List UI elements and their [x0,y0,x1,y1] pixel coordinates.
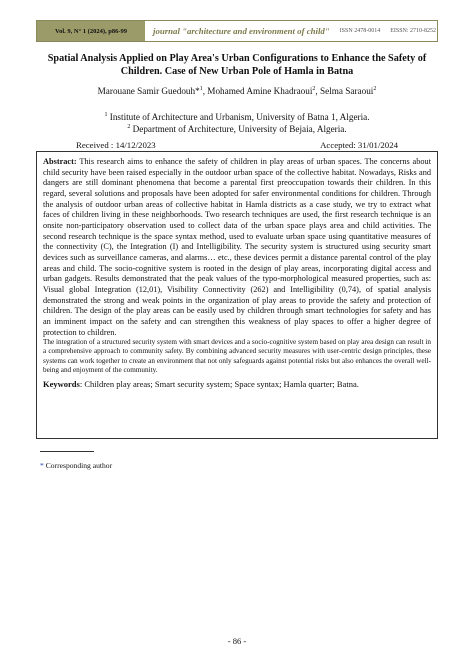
footnote [40,461,112,470]
journal-info [145,21,437,41]
affiliation-1 [36,111,438,123]
affil-sup: 1 [104,111,108,118]
affil-text: Institute of Architecture and Urbanism, University of Batna 1, Algeria. [109,112,370,122]
author-name: Selma Saraoui [320,86,374,96]
footnote-star: * [40,461,44,470]
eissn: EISSN: 2710-8252 [390,28,437,34]
footnote-text: Corresponding author [43,461,113,470]
author-list [36,86,438,96]
author-separator: , [202,86,208,96]
affil-sup: 2 [127,123,131,130]
accepted-date: Accepted: 31/01/2024 [320,140,398,150]
received-date: Received : 14/12/2023 [76,140,156,150]
affil-text: Department of Architecture, University of Bejaia, Algeria. [132,124,347,134]
abstract-tail-text: The integration of a structured security system with smart devices and a socio-cognitive system based on play area design can result in a comprehensive approach to community safety. By combining advanced security measures with user-centric design principles, these systems can work together to create an environment that not only safeguards against potential risks but also enhances the overall well-being and enjoyment of the community. [43,338,431,374]
keywords-label: Keywords [43,378,80,389]
journal-header [36,20,438,42]
affiliations [36,111,438,135]
footnote-divider [40,451,94,452]
keywords [43,379,431,389]
abstract-label: Abstract: [43,157,77,166]
abstract-body [43,157,431,338]
author-affil-sup: 2 [312,85,316,92]
journal-name: journal "architecture and environment of child" [153,26,330,36]
issn: ISSN 2478-0014 [339,28,381,34]
abstract-main-text: This research aims to enhance the safety of children in play areas of urban spaces. The concerns about child security have been raised especially in the outdoor urban space of the collective habitat. Nowadays, Risks and dangers are still dominant phenomena that become a parental first preoccupation towards their children. In this regard, several solutions and proposals have been adopted for safer environmental conditions for children. Through the analysis of outdoor urban areas of collective habitat in Hamla districts as a case study, we try to extract what faces of children living in these neighborhoods. Two research techniques are used, the first research technique is an onsite non-participatory observation used to collect data of the urban space plays area and child activities. The second research technique is the space syntax method, used to evaluate urban space using quantitative measures of the connectivity (C), the Integration (I) and Intelligibility. The security system is structured using security smart devices such as surveillance cameras, and alarms… etc., these devices permit a distance parental control of the play areas and child. The socio-cognitive system is rooted in the design of play areas, incorporating digital access and urban gadgets. Results demonstrated that the peak values of the typo-morphological measured properties, such as: Visual global Integration (12,01), Visibility Connectivity (262) and Intelligibility (0,74), of spatial analysis demonstrated the strong and weak points in the organization of play areas to provide the safety and protection of children. The design of the play areas can be easily used by children through smart technologies for safety and has an imminent impact on the safety and can strengthen this weakness of play spaces to offer a higher degree of protection to children. [43,157,431,337]
dates-row [76,140,398,150]
abstract-box [36,151,438,439]
author-affil-sup: 1 [199,85,203,92]
author-separator: , [315,86,321,96]
paper-title-line2: Children. Case of New Urban Pole of Hamla in Batna [120,66,354,77]
volume-label: Vol. 9, N° 1 (2024), p86-99 [37,21,145,41]
affiliation-2 [36,123,438,135]
paper-title [40,52,434,78]
author-name: Marouane Samir Guedouh* [97,86,200,96]
author-name: Mohamed Amine Khadraoui [207,86,313,96]
keywords-text: : Children play areas; Smart security system; Space syntax; Hamla quarter; Batna. [79,378,359,389]
paper-title-line1: Spatial Analysis Applied on Play Area's Urban Configurations to Enhance the Safety of [47,53,427,64]
author-affil-sup: 2 [373,85,377,92]
page-number: - 86 - [227,636,247,646]
